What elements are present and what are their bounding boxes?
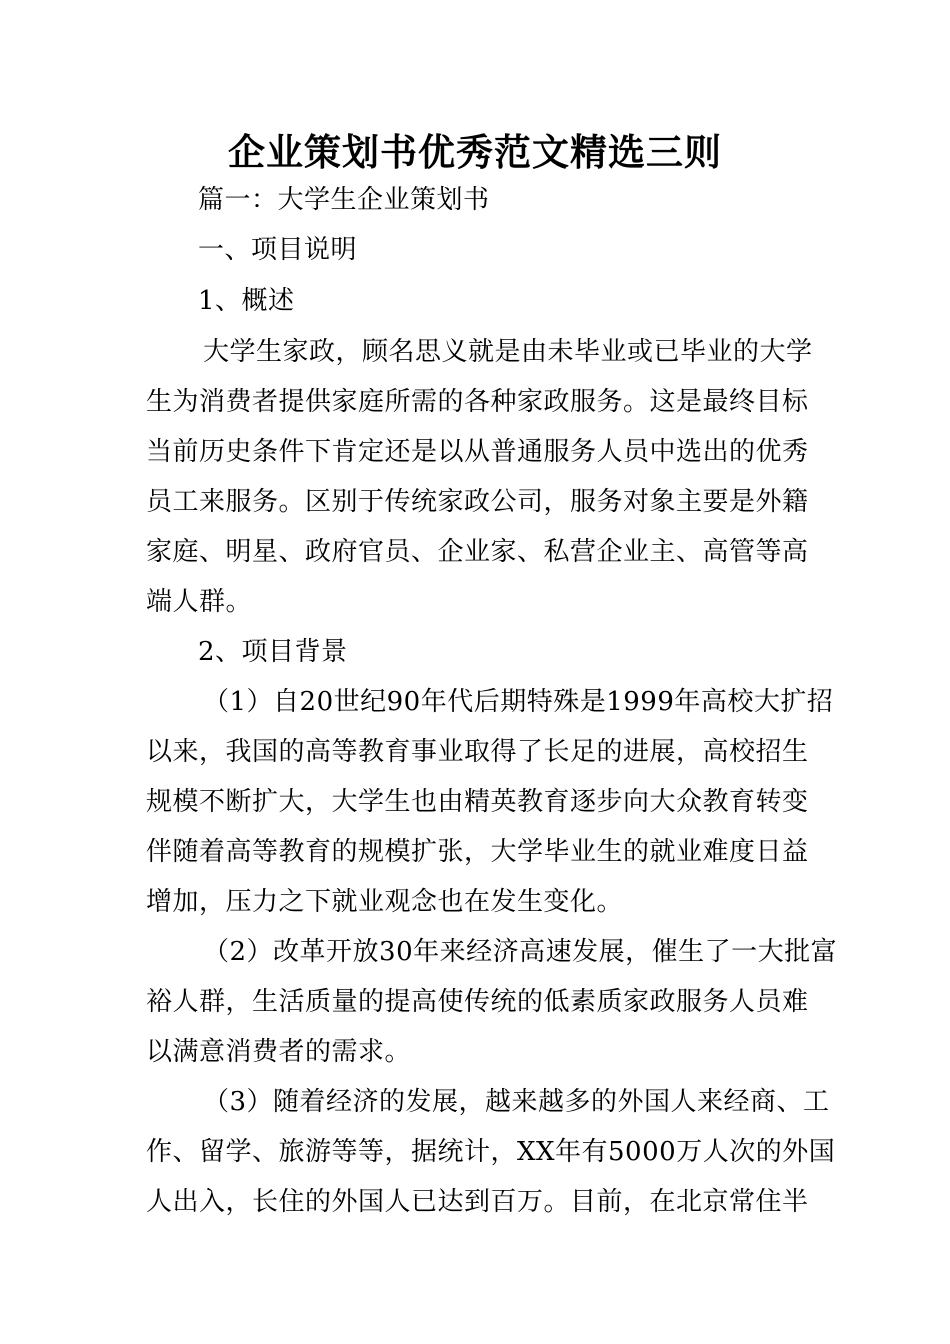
paragraph-line: 以满意消费者的需求。 xyxy=(146,1037,412,1067)
paragraph-line: 人出入，长住的外国人已达到百万。目前，在北京常住半 xyxy=(146,1187,809,1217)
section-heading: 一、项目说明 xyxy=(198,235,358,265)
paragraph-line: 伴随着高等教育的规模扩张，大学毕业生的就业难度日益 xyxy=(146,837,809,867)
paragraph-line: 员工来服务。区别于传统家政公司，服务对象主要是外籍 xyxy=(146,487,809,517)
subsection-heading: 2、项目背景 xyxy=(198,637,348,667)
paragraph-line: 规模不断扩大，大学生也由精英教育逐步向大众教育转变 xyxy=(146,787,809,817)
paragraph-line: 以来，我国的高等教育事业取得了长足的进展，高校招生 xyxy=(146,737,809,767)
paragraph-line: （2）改革开放30年来经济高速发展，催生了一大批富 xyxy=(203,937,838,967)
paragraph-line: 生为消费者提供家庭所需的各种家政服务。这是最终目标 xyxy=(146,387,809,417)
section-heading: 篇一：大学生企业策划书 xyxy=(198,185,490,215)
paragraph-line: （3）随着经济的发展，越来越多的外国人来经商、工 xyxy=(203,1087,830,1117)
paragraph-line: 大学生家政，顾名思义就是由未毕业或已毕业的大学 xyxy=(203,337,813,367)
document-title: 企业策划书优秀范文精选三则 xyxy=(228,130,722,174)
subsection-heading: 1、概述 xyxy=(198,286,295,316)
paragraph-line: 作、留学、旅游等等，据统计，XX年有5000万人次的外国 xyxy=(146,1137,836,1167)
paragraph-line: 当前历史条件下肯定还是以从普通服务人员中选出的优秀 xyxy=(146,437,809,467)
paragraph-line: 裕人群，生活质量的提高使传统的低素质家政服务人员难 xyxy=(146,987,809,1017)
paragraph-line: 家庭、明星、政府官员、企业家、私营企业主、高管等高 xyxy=(146,537,809,567)
paragraph-line: （1）自20世纪90年代后期特殊是1999年高校大扩招 xyxy=(203,687,834,717)
paragraph-line: 端人群。 xyxy=(146,587,253,617)
paragraph-line: 增加，压力之下就业观念也在发生变化。 xyxy=(146,887,624,917)
